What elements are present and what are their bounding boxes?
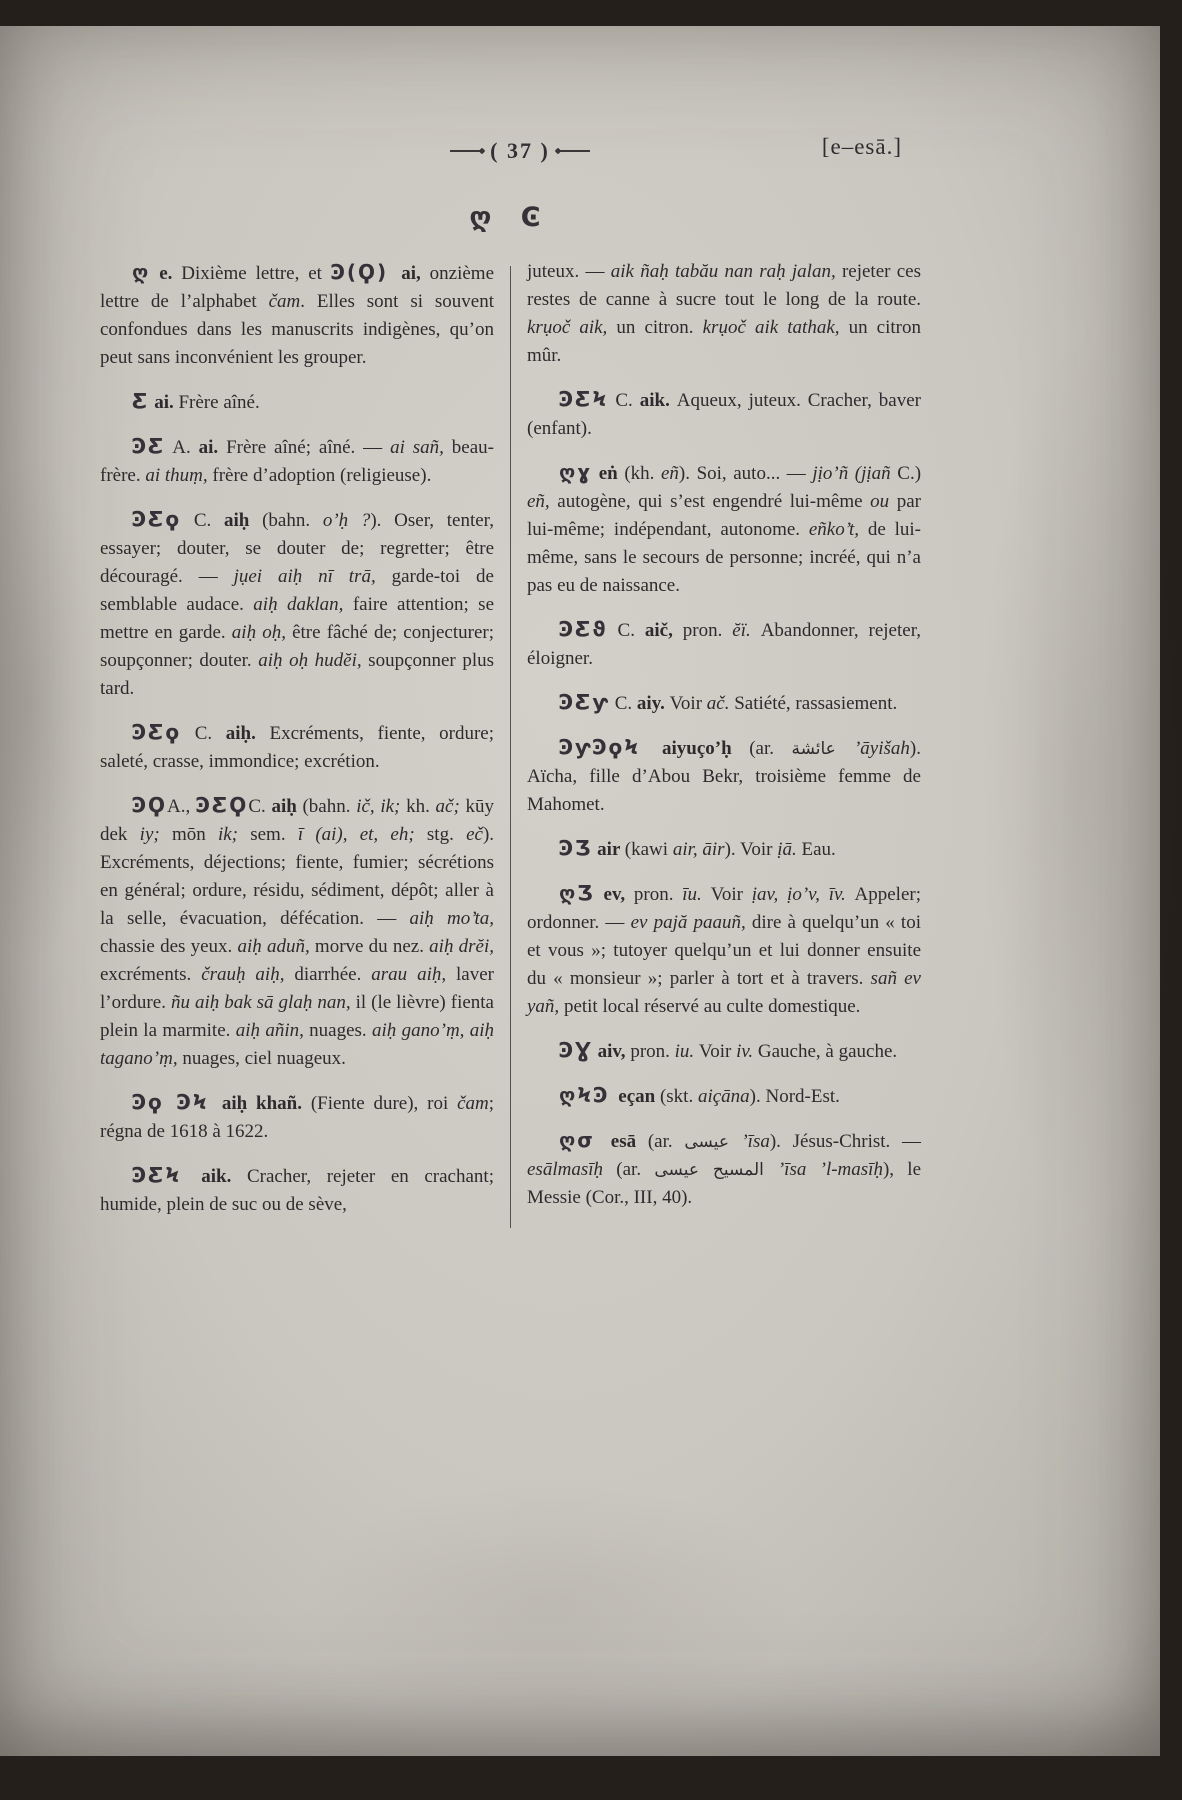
- running-head-range: [e–esā.]: [821, 134, 902, 159]
- text-segment: ik;: [217, 824, 251, 845]
- arabic-text: المسيح عيسى: [654, 1160, 778, 1180]
- text-segment: C.): [897, 463, 922, 484]
- text-segment: juteux. —: [527, 261, 611, 282]
- dictionary-entry: [100, 258, 494, 372]
- text-segment: Frère aîné; aîné. —: [226, 437, 391, 458]
- dictionary-entry: [100, 387, 494, 417]
- text-segment: aiḥ oḥ,: [231, 622, 293, 643]
- cham-glyph: ϿƸϙ: [132, 720, 182, 744]
- page-number: ( 37 ): [490, 138, 550, 163]
- dictionary-entry: [100, 505, 494, 703]
- text-segment: par lui-même; indépendant, autonome.: [527, 491, 922, 540]
- text-segment: Voir: [710, 884, 752, 905]
- cham-glyph: ϿƸƴ: [559, 690, 610, 714]
- text-segment: diarrhée.: [294, 964, 372, 985]
- text-segment: C.: [608, 390, 640, 411]
- text-segment: kh.: [406, 796, 436, 817]
- text-segment: C.: [248, 796, 272, 817]
- text-segment: ). Voir: [724, 839, 778, 860]
- cham-glyph: ღƷ: [559, 881, 595, 905]
- text-segment: ač.: [706, 693, 735, 714]
- text-segment: (ar.: [616, 1159, 655, 1180]
- dictionary-entry: [527, 834, 921, 864]
- text-segment: . Elles sont si souvent confondues dans les manuscrits indigènes, qu’on peut sans inconvénient les grouper.: [100, 291, 494, 368]
- dictionary-entry: [100, 1088, 494, 1146]
- text-segment: (ar.: [647, 1131, 685, 1152]
- dictionary-entry: [527, 1126, 921, 1212]
- text-segment: un citron mûr.: [527, 317, 921, 366]
- text-segment: e.: [150, 263, 182, 284]
- text-segment: aiḥ drĕi,: [429, 936, 495, 957]
- dictionary-entry: [527, 688, 921, 718]
- text-segment: o’ḥ ?: [322, 510, 371, 531]
- text-segment: ’īsa ’l-masīḥ: [777, 1159, 883, 1180]
- text-segment: ev,: [594, 884, 634, 905]
- arabic-text: عائشة: [791, 739, 854, 759]
- text-segment: Appeler; ordonner. —: [527, 884, 922, 933]
- text-segment: krụoč aik,: [527, 317, 617, 338]
- cham-glyph: Ƹ: [132, 389, 150, 413]
- text-segment: pron.: [682, 620, 733, 641]
- dictionary-entry: [100, 718, 494, 776]
- text-segment: un citron.: [616, 317, 703, 338]
- text-segment: C.: [181, 723, 226, 744]
- text-segment: A.: [165, 437, 199, 458]
- dictionary-entry: [527, 385, 921, 443]
- dictionary-entry: [100, 791, 494, 1073]
- header-rule-left-icon: [450, 150, 484, 152]
- text-segment: Dixième lettre, et: [181, 263, 331, 284]
- text-segment: aiḥ mo’ta,: [409, 908, 495, 929]
- dictionary-entry: [527, 458, 921, 600]
- text-segment: ev pajă paauñ,: [630, 912, 752, 933]
- column-divider: [510, 266, 511, 1228]
- text-segment: faire attention; se mettre en garde.: [100, 594, 494, 643]
- dictionary-entry: [527, 879, 921, 1021]
- text-segment: Voir: [698, 1041, 737, 1062]
- dictionary-entry: [100, 1161, 494, 1219]
- text-segment: Abandonner, rejeter, éloigner.: [527, 620, 922, 669]
- text-segment: ). Jésus-Christ. —: [769, 1131, 921, 1152]
- text-segment: aiḥ aduñ,: [237, 936, 315, 957]
- dictionary-columns: [100, 258, 922, 1234]
- text-segment: excréments.: [100, 964, 202, 985]
- text-segment: beau-frère.: [100, 437, 494, 486]
- text-segment: ai,: [401, 263, 430, 284]
- text-segment: eñ: [660, 463, 679, 484]
- text-segment: (ar.: [749, 738, 792, 759]
- text-segment: iy;: [139, 824, 172, 845]
- text-segment: aiḥ: [271, 796, 303, 817]
- text-segment: stg.: [426, 824, 467, 845]
- text-segment: nuages, ciel nuageux.: [182, 1048, 346, 1069]
- text-segment: Satiété, rassasiement.: [734, 693, 898, 714]
- section-ornament-glyphs: ღ Ͼ: [469, 202, 551, 233]
- text-segment: il (le lièvre) fienta plein la marmite.: [100, 992, 494, 1041]
- text-segment: eñko’t,: [808, 519, 868, 540]
- text-segment: Frère aîné.: [178, 392, 260, 413]
- text-segment: aiḥ daklan,: [253, 594, 353, 615]
- cham-glyph: ϿϘ: [132, 793, 167, 817]
- cham-glyph: ღϞϿ: [559, 1083, 619, 1107]
- text-segment: īu.: [682, 884, 711, 905]
- text-segment: ai.: [149, 392, 179, 413]
- text-segment: sem.: [250, 824, 298, 845]
- text-segment: (bahn.: [262, 510, 323, 531]
- cham-glyph: ϿƸϙ: [132, 507, 182, 531]
- text-segment: Aqueux, juteux. Cracher, baver (enfant).: [527, 390, 921, 439]
- text-segment: dire à quelqu’un « toi et vous »; tutoyer quelqu’un et lui donner ensuite du « monsieur »; parler à tort et à travers.: [527, 912, 921, 989]
- column-left: [100, 258, 494, 1234]
- text-segment: ). Oser, tenter, essayer; douter, se douter de; regretter; être découragé. —: [100, 510, 494, 587]
- paper-stain: [980, 326, 1180, 1226]
- dictionary-entry: [527, 615, 921, 673]
- text-segment: C.: [607, 620, 645, 641]
- text-segment: iu.: [674, 1041, 699, 1062]
- text-segment: (kh.: [624, 463, 661, 484]
- text-segment: Excréments, fiente, ordure; saleté, crasse, immondice; excrétion.: [100, 723, 494, 772]
- text-segment: iv.: [736, 1041, 758, 1062]
- text-segment: črauḥ aiḥ,: [201, 964, 295, 985]
- text-segment: (bahn.: [302, 796, 357, 817]
- text-segment: frère d’adoption (religieuse).: [212, 465, 432, 486]
- text-segment: esā: [610, 1131, 648, 1152]
- text-segment: Cracher, rejeter en crachant; humide, plein de suc ou de sève,: [100, 1166, 494, 1215]
- text-segment: ịā.: [777, 839, 802, 860]
- text-segment: aič,: [644, 620, 683, 641]
- text-segment: ). Soi, auto... —: [678, 463, 813, 484]
- text-segment: ai sañ,: [390, 437, 452, 458]
- cham-glyph: ϿƴϿϙϞ: [559, 735, 662, 759]
- text-segment: aiçāna: [697, 1086, 750, 1107]
- cham-glyph: ϿƸϞ: [132, 1163, 202, 1187]
- text-segment: aiyuço’ḥ: [662, 738, 750, 759]
- text-segment: ač;: [435, 796, 466, 817]
- text-segment: pron.: [633, 884, 683, 905]
- text-segment: (kawi: [624, 839, 673, 860]
- text-segment: čam: [268, 291, 301, 312]
- text-segment: mōn: [171, 824, 218, 845]
- text-segment: aiḥ: [224, 510, 263, 531]
- text-segment: aik.: [201, 1166, 247, 1187]
- text-segment: Gauche, à gauche.: [757, 1041, 898, 1062]
- text-segment: air: [592, 839, 625, 860]
- cham-glyph: ϿƸϘ: [195, 793, 249, 817]
- text-segment: ai thuṃ,: [145, 465, 213, 486]
- text-segment: aiy.: [636, 693, 670, 714]
- text-segment: aik.: [639, 390, 677, 411]
- text-segment: krụoč aik tathak,: [702, 317, 849, 338]
- text-segment: aiḥ gano’ṃ, aiḥ tagano’ṃ,: [100, 1020, 495, 1069]
- arabic-text: عيسى: [684, 1132, 742, 1152]
- text-segment: de lui-même, sans le secours de personne; incréé, qui n’a pas eu de naissance.: [527, 519, 921, 596]
- text-segment: C.: [609, 693, 637, 714]
- text-segment: être fâché de; conjecturer; soupçonner; douter.: [100, 622, 495, 671]
- dictionary-entry: [527, 258, 921, 370]
- dictionary-entry: [527, 1036, 921, 1066]
- page-number-group: [395, 138, 645, 164]
- text-segment: ič, ik;: [356, 796, 407, 817]
- text-segment: ịav, ịo’v, īv.: [751, 884, 855, 905]
- cham-glyph: ღσ: [559, 1128, 611, 1152]
- text-segment: ĕï.: [732, 620, 761, 641]
- text-segment: aiv,: [592, 1041, 631, 1062]
- text-segment: eçan: [618, 1086, 660, 1107]
- text-segment: eṅ: [592, 463, 625, 484]
- text-segment: air, āir: [672, 839, 725, 860]
- dictionary-entry: [527, 1081, 921, 1111]
- column-right: [527, 258, 921, 1234]
- text-segment: A.,: [166, 796, 196, 817]
- text-segment: jụei aiḥ nī trā,: [233, 566, 392, 587]
- cham-glyph: Ͽ(Ϙ): [330, 260, 402, 284]
- text-segment: ñu aiḥ bak sā glaḥ nan,: [170, 992, 356, 1013]
- text-segment: C.: [181, 510, 225, 531]
- text-segment: ai.: [198, 437, 227, 458]
- text-segment: ’āyišah: [853, 738, 910, 759]
- text-segment: nuages.: [309, 1020, 373, 1041]
- text-segment: aiḥ añin,: [235, 1020, 310, 1041]
- text-segment: chassie des yeux.: [100, 936, 238, 957]
- dictionary-entry: [527, 733, 921, 819]
- text-segment: kūy dek: [100, 796, 494, 845]
- text-segment: ; régna de 1618 à 1622.: [100, 1093, 495, 1142]
- text-segment: ), le Messie (Cor., III, 40).: [527, 1159, 922, 1208]
- cham-glyph: ϿƸϑ: [559, 617, 608, 641]
- paper-stain: [0, 446, 100, 966]
- text-segment: petit local réservé au culte domestique.: [563, 996, 861, 1017]
- dictionary-entry: [100, 432, 494, 490]
- text-segment: Eau.: [801, 839, 836, 860]
- text-segment: ). Aïcha, fille d’Abou Bekr, troisième femme de Mahomet.: [527, 738, 921, 815]
- paper-stain: [300, 1476, 800, 1736]
- text-segment: sañ ev yañ,: [527, 968, 921, 1017]
- text-segment: aiḥ.: [225, 723, 270, 744]
- cham-glyph: ϿƷ: [559, 836, 593, 860]
- cham-glyph: Ͽϙ ϿϞ: [132, 1090, 222, 1114]
- text-segment: pron.: [630, 1041, 675, 1062]
- text-segment: ī (ai), et, eh;: [297, 824, 427, 845]
- text-segment: aik ñaḥ tabău nan raḥ jalan,: [610, 261, 842, 282]
- text-segment: čam: [457, 1093, 489, 1114]
- cham-glyph: ϿƸϞ: [559, 387, 609, 411]
- cham-glyph: ϿƔ: [559, 1038, 593, 1062]
- text-segment: autogène, qui s’est engendré lui-même: [557, 491, 871, 512]
- text-segment: garde-toi de semblable audace.: [100, 566, 494, 615]
- text-segment: jịo’ñ (jịañ: [812, 463, 898, 484]
- text-segment: (Fiente dure), roi: [310, 1093, 458, 1114]
- text-segment: (skt.: [659, 1086, 698, 1107]
- text-segment: laver l’ordure.: [100, 964, 495, 1013]
- text-segment: soupçonner plus tard.: [100, 650, 494, 699]
- text-segment: esālmasīḥ: [527, 1159, 617, 1180]
- text-segment: ’īsa: [741, 1131, 770, 1152]
- text-segment: eñ,: [527, 491, 558, 512]
- text-segment: rejeter ces restes de canne à sucre tout le long de la route.: [527, 261, 921, 310]
- text-segment: eč: [466, 824, 483, 845]
- book-page: [0, 26, 1160, 1756]
- page-header: [0, 134, 1160, 178]
- text-segment: aiḥ khañ.: [221, 1093, 311, 1114]
- text-segment: morve du nez.: [314, 936, 430, 957]
- cham-glyph: ϿƸ: [132, 434, 166, 458]
- header-rule-right-icon: [556, 150, 590, 152]
- cham-glyph: ღ: [132, 260, 151, 284]
- text-segment: Voir: [669, 693, 707, 714]
- text-segment: ). Excréments, déjections; fiente, fumier; sécrétions en général; ordure, résidu, sédiment, dépôt; aller à la selle, évacuation, défécation. —: [100, 824, 495, 929]
- text-segment: arau aiḥ,: [371, 964, 457, 985]
- cham-glyph: ღɣ: [559, 460, 593, 484]
- text-segment: ). Nord-Est.: [749, 1086, 840, 1107]
- text-segment: ou: [870, 491, 897, 512]
- text-segment: onzième lettre de l’alphabet: [100, 263, 494, 312]
- text-segment: aiḥ oḥ hudĕi,: [258, 650, 369, 671]
